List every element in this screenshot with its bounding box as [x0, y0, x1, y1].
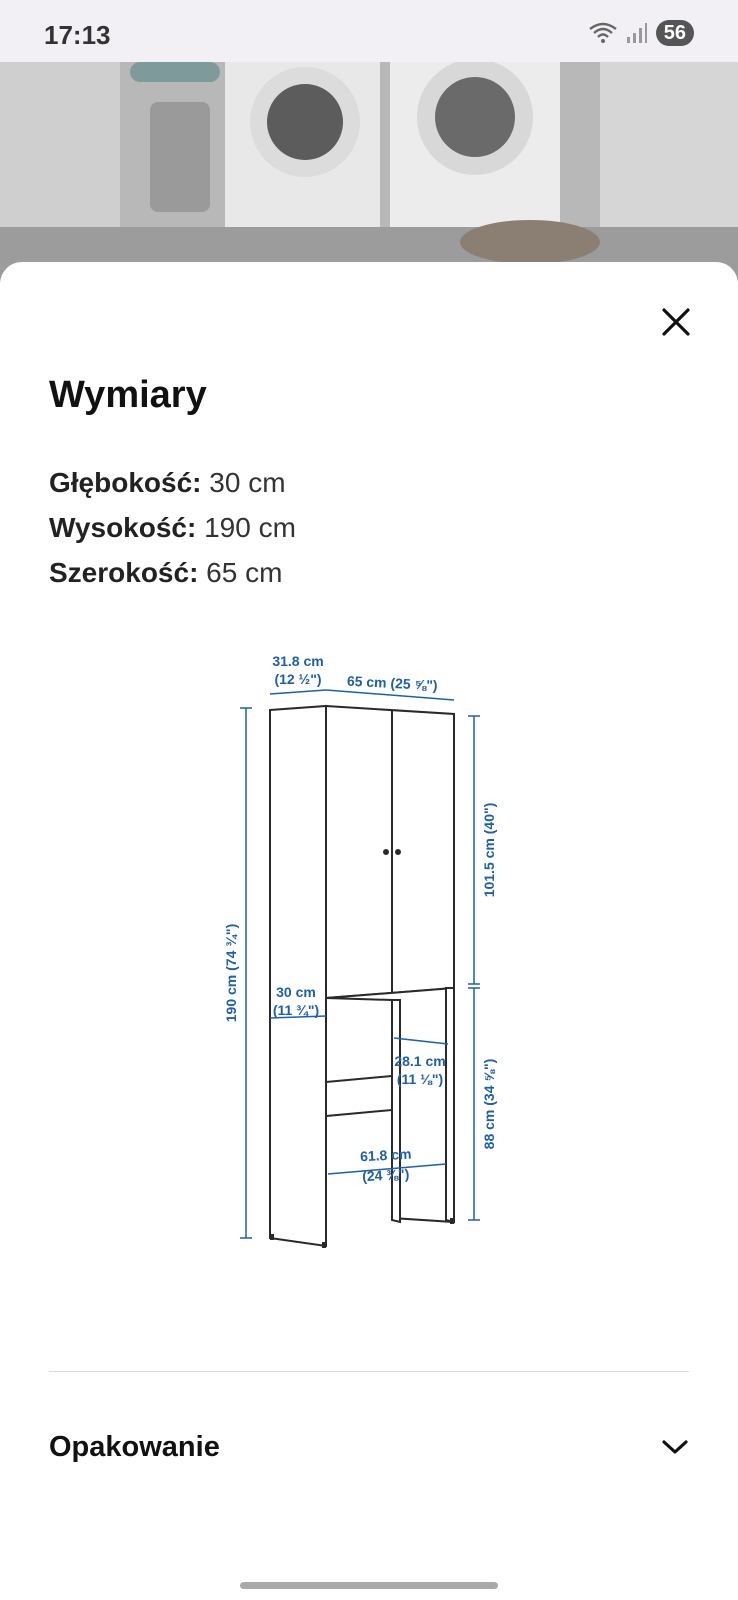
wifi-icon [588, 21, 618, 45]
chevron-down-icon [661, 1437, 689, 1457]
dimension-value: 190 cm [196, 512, 296, 543]
dimension-height [49, 505, 296, 550]
close-button[interactable] [654, 300, 698, 344]
dimensions-list [49, 460, 296, 595]
inner-depth-in: (11 ¾") [272, 1002, 320, 1018]
dimensions-sheet [0, 262, 738, 1600]
dimension-label: Wysokość: [49, 512, 197, 543]
close-icon [661, 307, 691, 337]
dimension-value: 30 cm [201, 467, 286, 498]
dimension-diagram [222, 650, 522, 1290]
lower-depth-cm: 28.1 cm [394, 1053, 446, 1069]
dimension-depth [49, 460, 296, 505]
dimension-value: 65 cm [198, 557, 283, 588]
lower-depth-in: (11 ⅛") [396, 1071, 444, 1087]
divider [49, 1371, 689, 1372]
packaging-label: Opakowanie [49, 1430, 220, 1463]
packaging-accordion[interactable] [49, 1402, 689, 1492]
dimension-label: Szerokość: [49, 557, 199, 588]
upper-height-label: 101.5 cm (40") [481, 802, 497, 898]
signal-icon [626, 22, 648, 44]
dimension-width [49, 550, 296, 595]
status-bar [0, 0, 738, 62]
inner-depth-cm: 30 cm [276, 984, 316, 1000]
top-depth-in: (12 ½") [274, 671, 322, 687]
product-photo [0, 62, 738, 282]
status-icons [588, 20, 694, 46]
battery-badge: 56 [656, 20, 694, 46]
top-depth-cm: 31.8 cm [272, 653, 324, 669]
status-time: 17:13 [44, 20, 111, 50]
home-indicator[interactable] [240, 1582, 498, 1589]
width-label: 65 cm (25 ⅝") [346, 672, 438, 694]
sheet-title: Wymiary [49, 374, 207, 416]
lower-height-label: 88 cm (34 ⅝") [481, 1058, 497, 1150]
total-height-label: 190 cm (74 ¾") [223, 923, 239, 1023]
laundry-photo-illustration [0, 62, 738, 282]
inner-width-in: (24 ⅜") [361, 1165, 410, 1185]
inner-width-cm: 61.8 cm [359, 1145, 412, 1165]
dimension-label: Głębokość: [49, 467, 202, 498]
